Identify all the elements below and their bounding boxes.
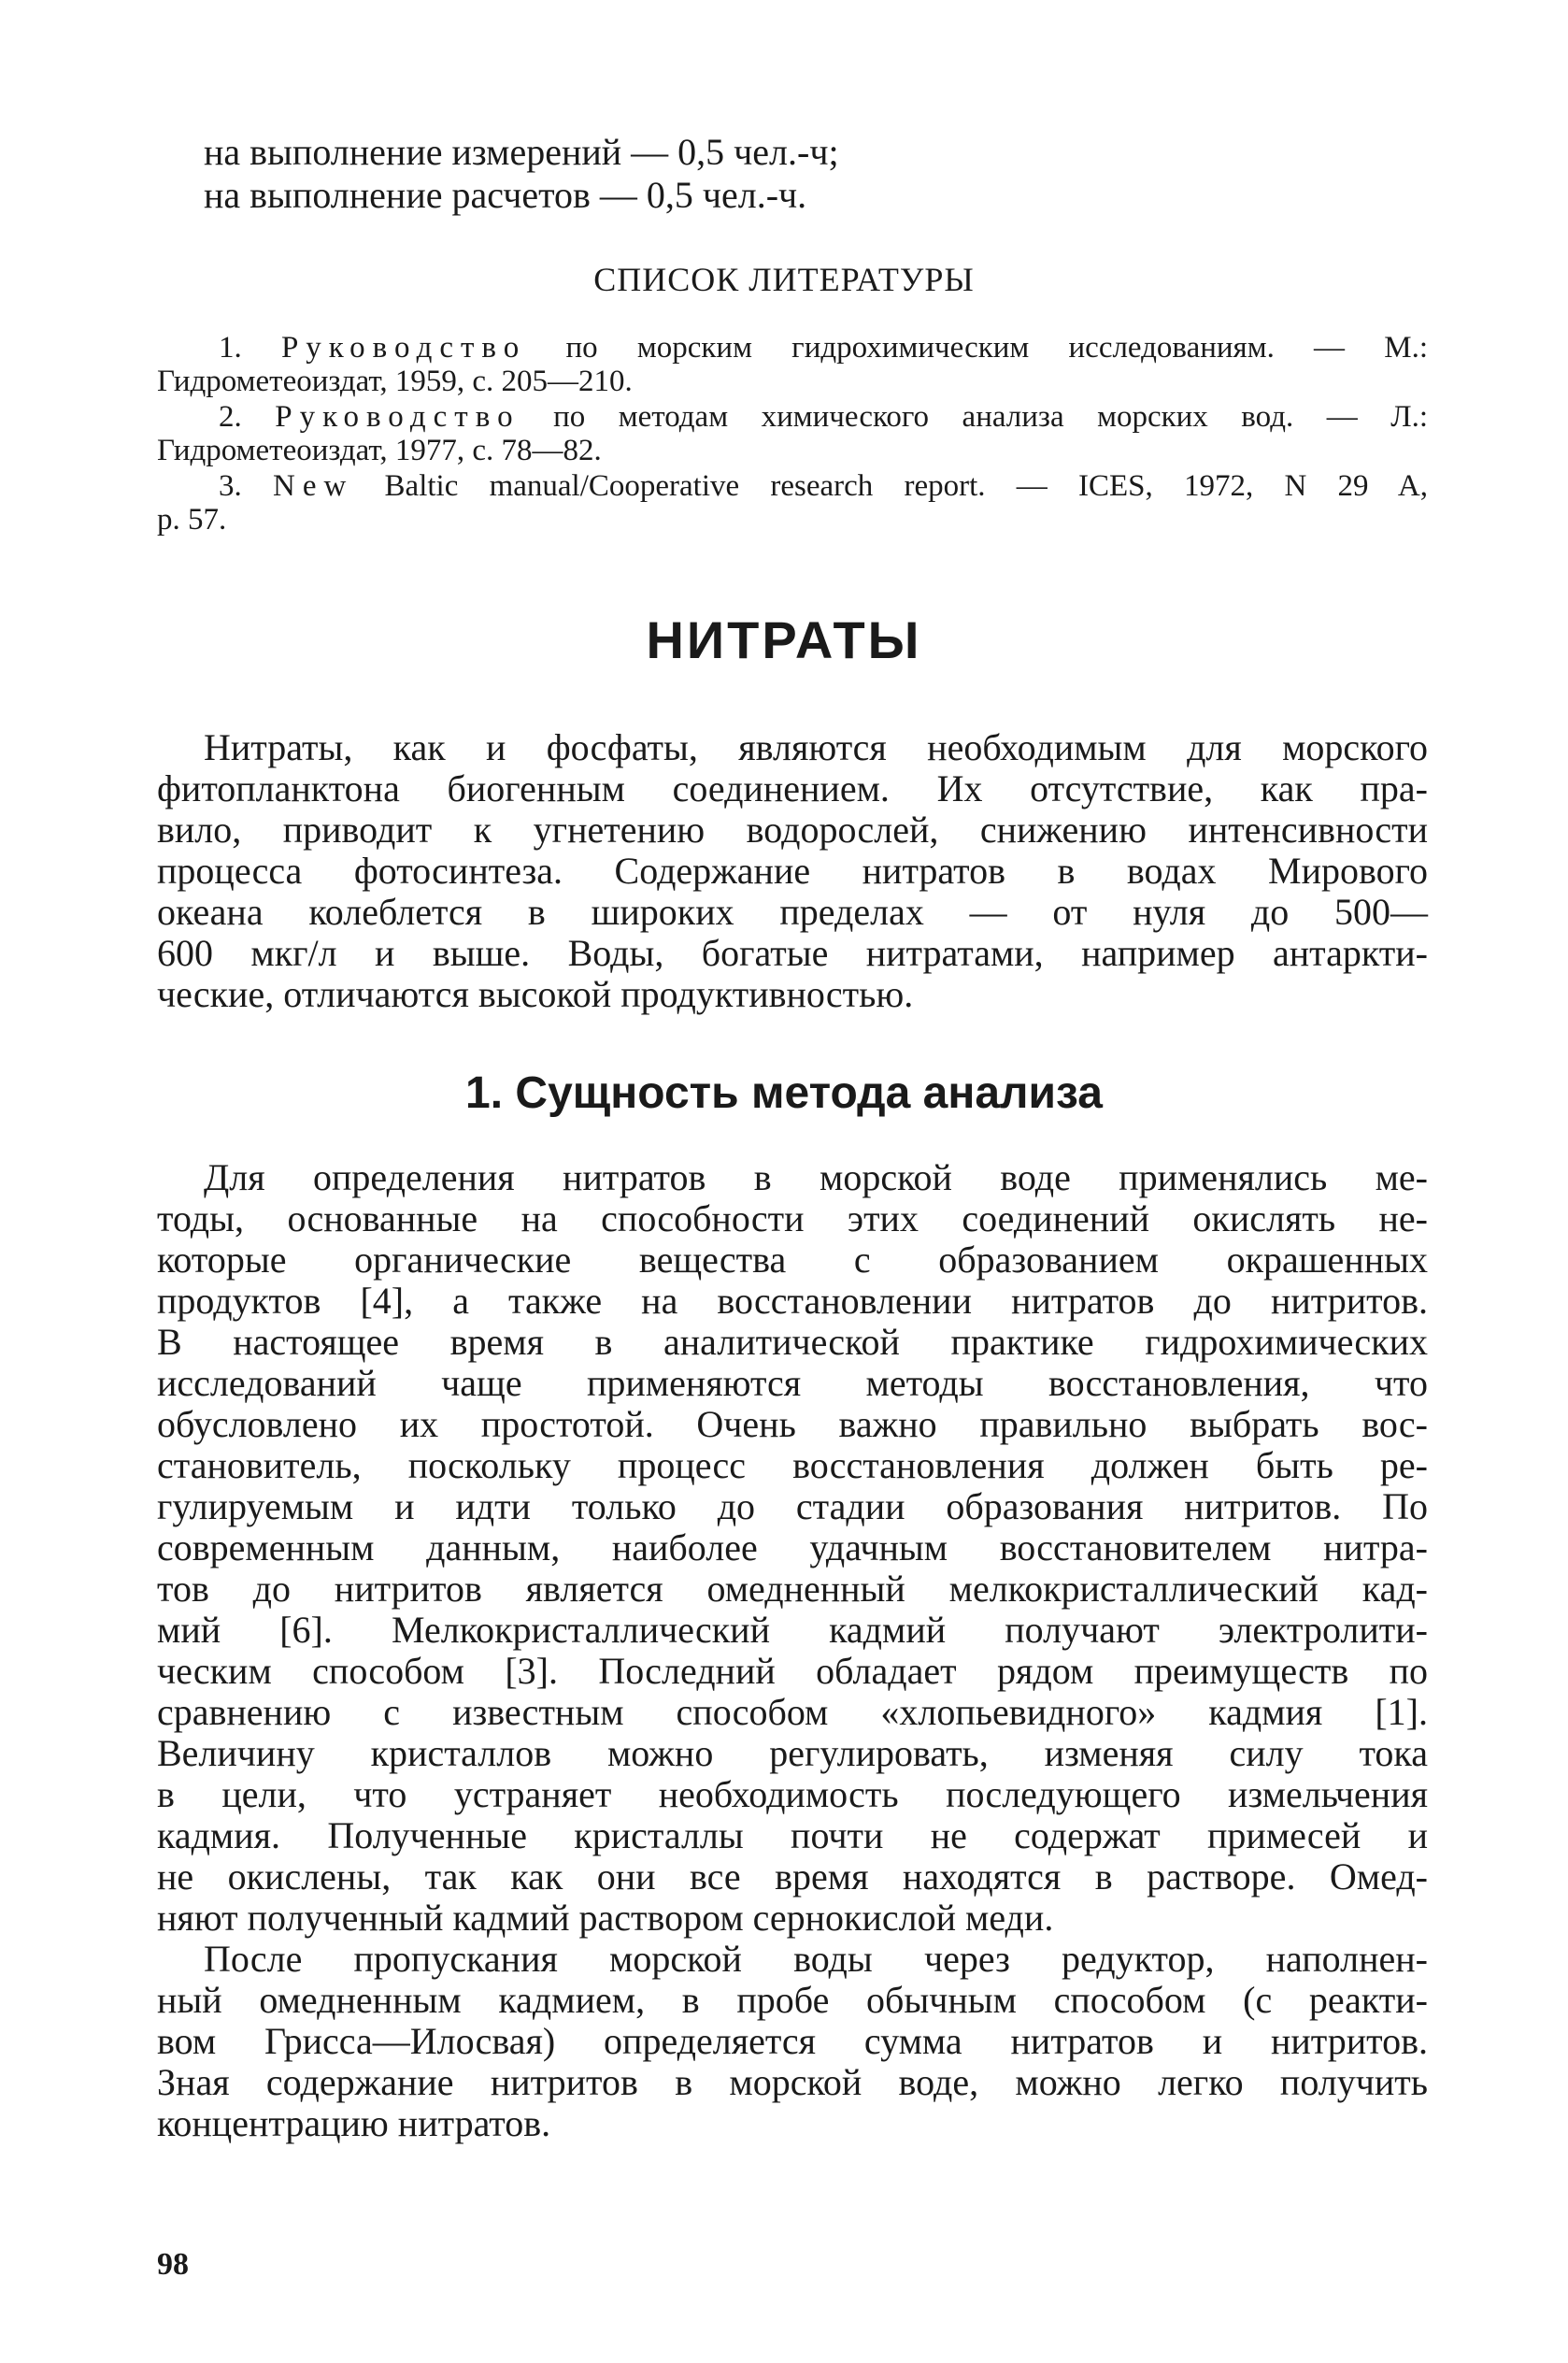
method-line: После пропускания морской воды через редуктор, наполнен- — [204, 1938, 1428, 1980]
method-line: тоды, основанные на способности этих соединений окислять не- — [157, 1197, 1428, 1239]
page-number: 98 — [157, 2247, 189, 2282]
method-line: становитель, поскольку процесс восстановления должен быть ре- — [157, 1444, 1428, 1486]
method-line: ческим способом [3]. Последний обладает рядом преимуществ по — [157, 1650, 1428, 1692]
nitrates-line: океана колеблется в широких пределах — от нуля до 500— — [157, 891, 1428, 933]
reference-3-rest: Baltic manual/Cooperative research report. — ICES, 1972, N 29 A, — [384, 469, 1429, 503]
method-line: вом Грисса—Илосвая) определяется сумма нитратов и нитритов. — [157, 2020, 1428, 2062]
nitrates-line: 600 мкг/л и выше. Воды, богатые нитратами, например антаркти- — [157, 932, 1428, 974]
method-line: исследований чаще применяются методы восстановления, что — [157, 1362, 1428, 1404]
labor-measurements-line: на выполнение измерений — 0,5 чел.-ч; — [204, 131, 839, 173]
nitrates-line: вило, приводит к угнетению водорослей, снижению интенсивности — [157, 809, 1428, 851]
method-line: няют полученный кадмий раствором сернокислой меди. — [157, 1897, 1054, 1939]
method-line: не окислены, так как они все время находятся в растворе. Омед- — [157, 1855, 1428, 1898]
reference-3-spaced-word: New — [272, 469, 354, 503]
method-line: тов до нитритов является омедненный мелкокристаллический кад- — [157, 1568, 1428, 1610]
method-line: мий [6]. Мелкокристаллический кадмий получают электролити- — [157, 1609, 1428, 1651]
method-line: которые органические вещества с образованием окрашенных — [157, 1239, 1428, 1281]
method-line: продуктов [4], а также на восстановлении нитратов до нитритов. — [157, 1280, 1428, 1322]
method-line: Величину кристаллов можно регулировать, изменяя силу тока — [157, 1732, 1428, 1774]
reference-2-line-2: Гидрометеоиздат, 1977, с. 78—82. — [157, 434, 602, 467]
method-line: сравнению с известным способом «хлопьевидного» кадмия [1]. — [157, 1691, 1428, 1733]
method-line: гулируемым и идти только до стадии образования нитритов. По — [157, 1485, 1428, 1527]
reference-1-line-1 — [157, 331, 1428, 365]
reference-1-number: 1. — [219, 331, 242, 365]
method-line: В настоящее время в аналитической практике гидрохимических — [157, 1321, 1428, 1363]
reference-2-line-1 — [157, 400, 1428, 434]
nitrates-line: фитопланктона биогенным соединением. Их отсутствие, как пра- — [157, 767, 1428, 809]
labor-calculations-line: на выполнение расчетов — 0,5 чел.-ч. — [204, 174, 807, 216]
method-line: кадмия. Полученные кристаллы почти не содержат примесей и — [157, 1814, 1428, 1856]
nitrates-title: НИТРАТЫ — [646, 610, 922, 669]
reference-2-rest: по методам химического анализа морских вод. — Л.: — [553, 400, 1428, 434]
nitrates-line: ческие, отличаются высокой продуктивностью. — [157, 973, 914, 1015]
nitrates-line: Нитраты, как и фосфаты, являются необходимым для морского — [204, 726, 1428, 768]
method-line: ный омедненным кадмием, в пробе обычным способом (с реакти- — [157, 1979, 1428, 2021]
references-heading: СПИСОК ЛИТЕРАТУРЫ — [593, 261, 975, 298]
reference-3-line-2: p. 57. — [157, 503, 227, 537]
reference-3-number: 3. — [219, 469, 242, 503]
reference-1-spaced-word: Руководство — [280, 331, 527, 365]
reference-2-number: 2. — [219, 400, 242, 434]
method-line: обусловлено их простотой. Очень важно правильно выбрать вос- — [157, 1403, 1428, 1445]
reference-1-line-2: Гидрометеоиздат, 1959, с. 205—210. — [157, 365, 633, 398]
method-line: современным данным, наиболее удачным восстановителем нитра- — [157, 1526, 1428, 1568]
reference-3-line-1 — [157, 469, 1428, 503]
method-section-title: 1. Сущность метода анализа — [465, 1068, 1103, 1118]
method-line: в цели, что устраняет необходимость последующего измельчения — [157, 1773, 1428, 1815]
method-line: концентрацию нитратов. — [157, 2102, 551, 2144]
reference-1-rest: по морским гидрохимическим исследованиям. — М.: — [565, 331, 1429, 365]
reference-2-spaced-word: Руководство — [275, 400, 520, 434]
method-line: Зная содержание нитритов в морской воде, можно легко получить — [157, 2061, 1428, 2103]
nitrates-line: процесса фотосинтеза. Содержание нитратов в водах Мирового — [157, 850, 1428, 892]
method-line: Для определения нитратов в морской воде применялись ме- — [204, 1156, 1428, 1198]
